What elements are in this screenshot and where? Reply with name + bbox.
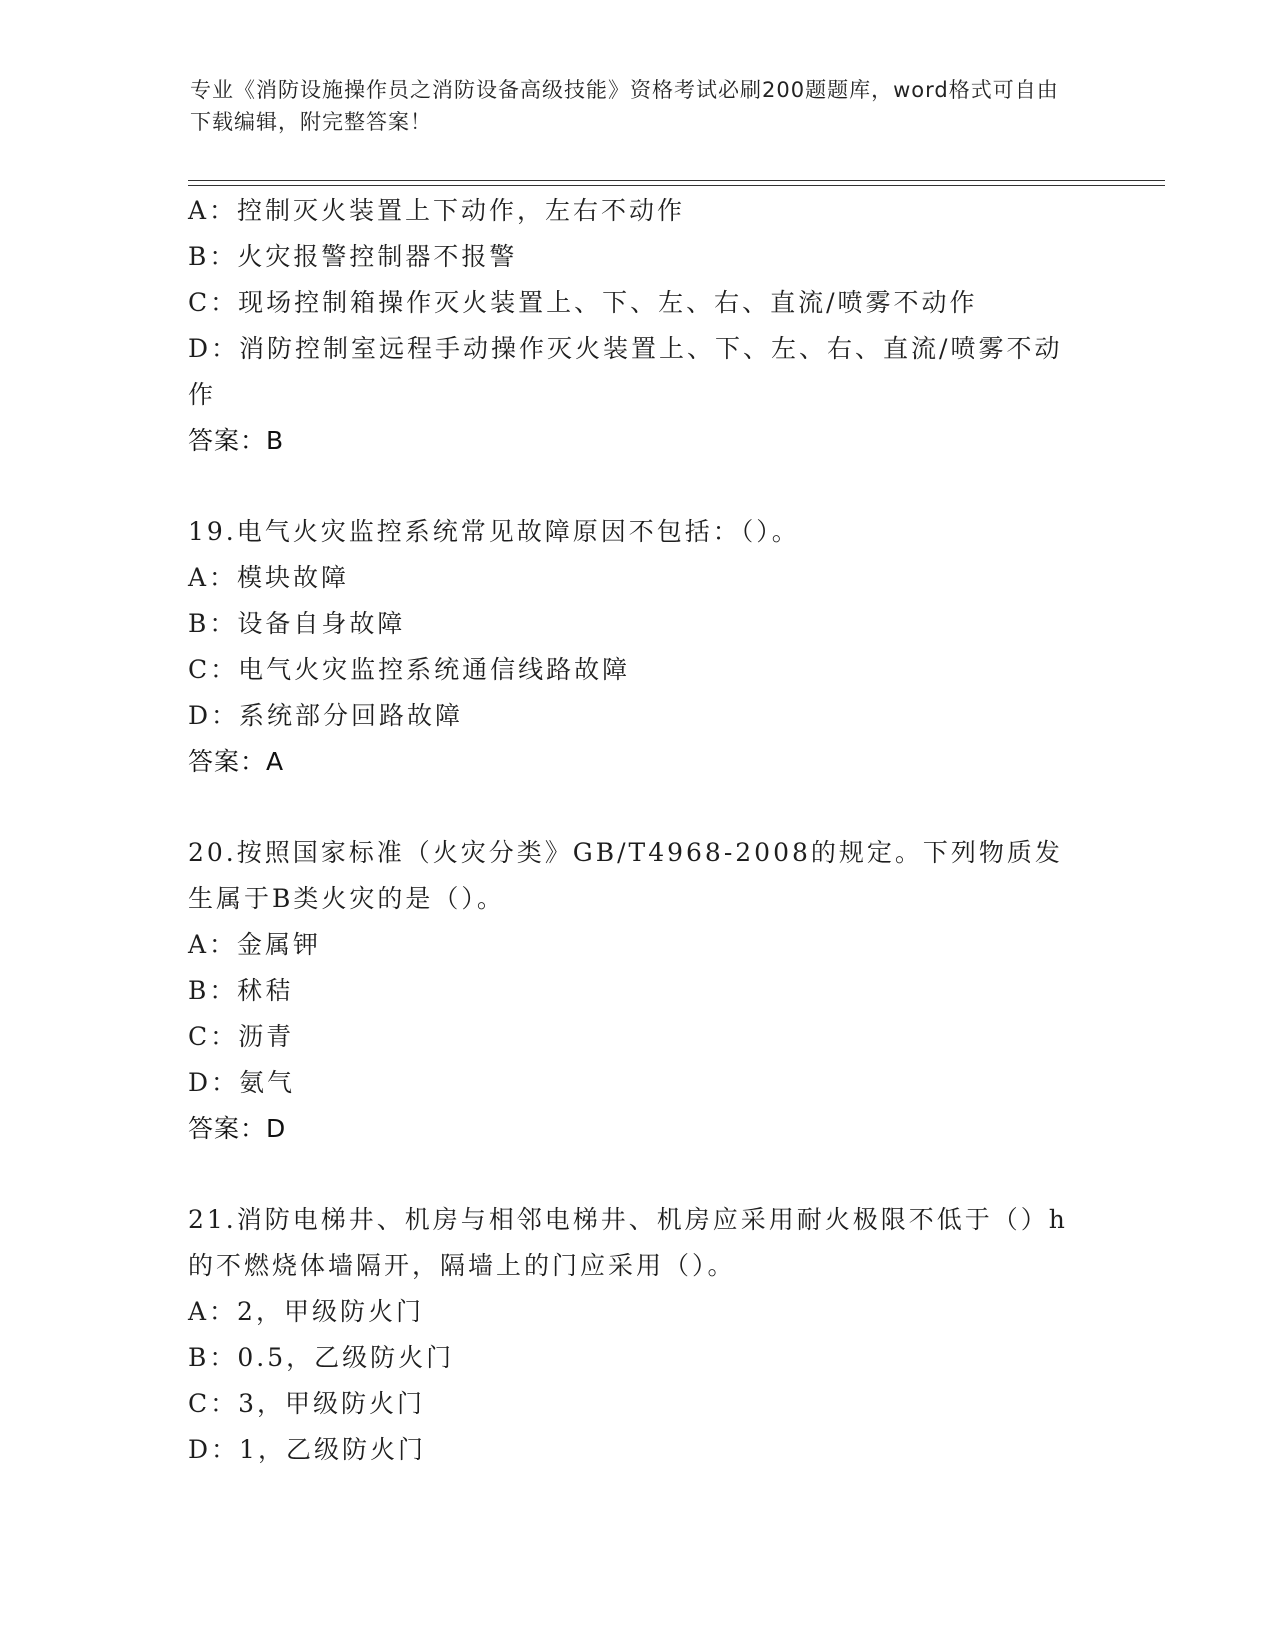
- option-b: B：设备自身故障: [188, 609, 406, 638]
- option-a: A：控制灭火装置上下动作，左右不动作: [188, 196, 686, 225]
- answer: 答案：D: [188, 1114, 287, 1143]
- option-a: A：金属钾: [188, 930, 322, 959]
- spacer: [188, 464, 1068, 509]
- answer: 答案：A: [188, 747, 285, 776]
- option-c: C：3，甲级防火门: [188, 1389, 426, 1418]
- header-divider-top: [188, 180, 1165, 181]
- spacer: [188, 1152, 1068, 1197]
- question-text: 19.电气火灾监控系统常见故障原因不包括：（）。: [188, 517, 800, 546]
- option-d: D：消防控制室远程手动操作灭火装置上、下、左、右、直流/喷雾不动作: [188, 334, 1063, 409]
- option-d: D：系统部分回路故障: [188, 701, 464, 730]
- option-b: B：0.5，乙级防火门: [188, 1343, 455, 1372]
- option-c: C：现场控制箱操作灭火装置上、下、左、右、直流/喷雾不动作: [188, 288, 978, 317]
- question-text: 20.按照国家标准（火灾分类》GB/T4968-2008的规定。下列物质发生属于B类火灾的是（）。: [188, 838, 1063, 913]
- question-19: [188, 509, 1068, 785]
- option-b: B：秫秸: [188, 976, 294, 1005]
- question-list: [188, 188, 1068, 1473]
- option-c: C：沥青: [188, 1022, 295, 1051]
- option-a: A：2，甲级防火门: [188, 1297, 424, 1326]
- header-divider-bottom: [188, 185, 1165, 186]
- question-text: 21.消防电梯井、机房与相邻电梯井、机房应采用耐火极限不低于（）h的不燃烧体墙隔开，隔墙上的门应采用（）。: [188, 1205, 1068, 1280]
- option-d: D：氨气: [188, 1068, 296, 1097]
- answer: 答案：B: [188, 426, 285, 455]
- option-a: A：模块故障: [188, 563, 350, 592]
- spacer: [188, 785, 1068, 830]
- question-20: [188, 830, 1068, 1152]
- option-b: B：火灾报警控制器不报警: [188, 242, 518, 271]
- option-d: D：1，乙级防火门: [188, 1435, 426, 1464]
- question-18: [188, 188, 1068, 464]
- question-21: [188, 1197, 1068, 1473]
- document-header: 专业《消防设施操作员之消防设备高级技能》资格考试必刷200题题库，word格式可自由下载编辑，附完整答案！: [190, 78, 1059, 134]
- option-c: C：电气火灾监控系统通信线路故障: [188, 655, 631, 684]
